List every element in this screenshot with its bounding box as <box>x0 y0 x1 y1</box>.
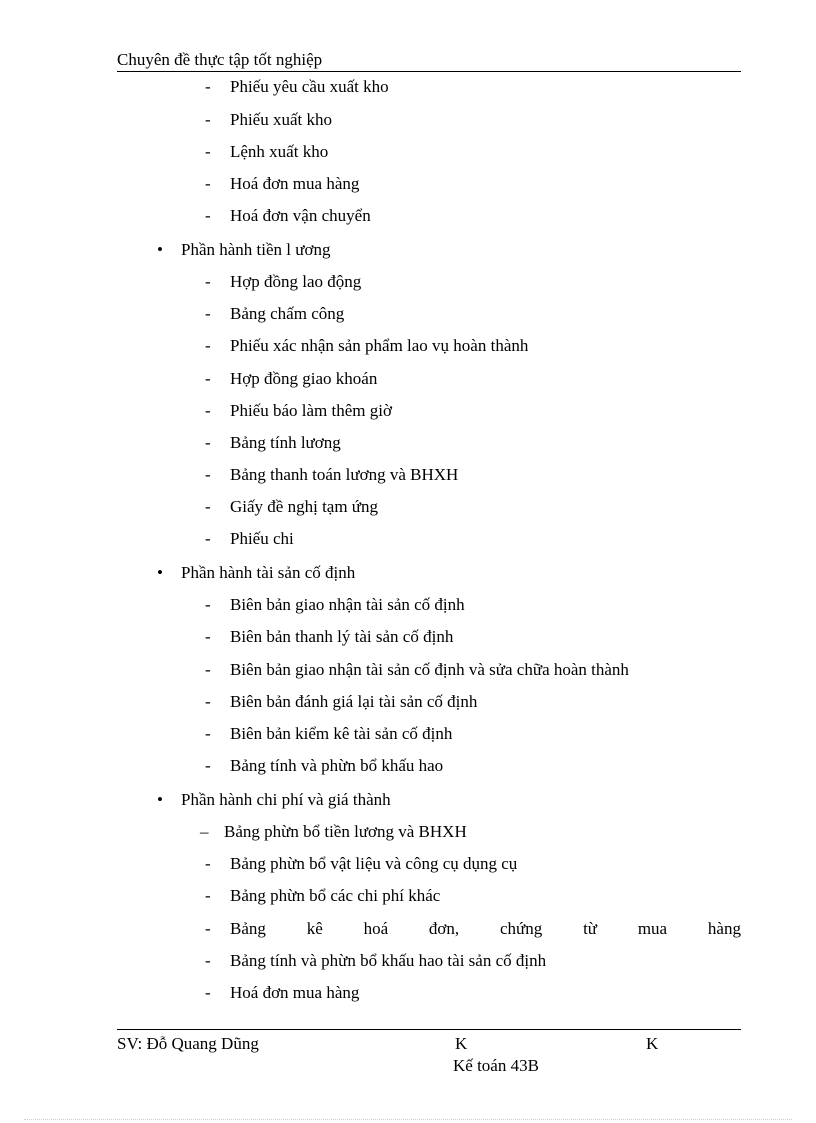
list-item-text: Phiếu chi <box>230 529 294 548</box>
bullet-marker: • <box>157 240 163 259</box>
list-item-text: Hoá đơn mua hàng <box>230 174 360 193</box>
dash-marker: - <box>205 465 211 484</box>
page-edge-divider <box>24 1119 792 1120</box>
word: đơn, <box>428 919 460 938</box>
header-title: Chuyên đề thực tập tốt nghiệp <box>117 50 323 69</box>
list-item-text: Biên bản kiểm kê tài sản cố định <box>230 724 453 743</box>
footer-mark-2: K <box>646 1034 659 1053</box>
dash-marker: - <box>205 595 211 614</box>
dash-marker: - <box>205 304 211 323</box>
word: Bảng <box>230 919 266 938</box>
dash-marker: - <box>205 886 211 905</box>
word: hoá <box>363 919 389 938</box>
list-item-text: Lệnh xuất kho <box>230 142 329 161</box>
dash-marker: - <box>205 919 211 938</box>
dash-marker: - <box>205 174 211 193</box>
dash-marker: - <box>205 369 211 388</box>
footer-student: SV: Đỗ Quang Dũng <box>117 1034 259 1053</box>
list-item-text: Hợp đồng giao khoán <box>230 369 378 388</box>
list-item-text: Hoá đơn mua hàng <box>230 983 360 1002</box>
bullet-marker: • <box>157 563 163 582</box>
list-item-text: Bảng chấm công <box>230 304 345 323</box>
dash-marker: - <box>205 724 211 743</box>
dash-marker: - <box>205 854 211 873</box>
dash-marker: - <box>205 529 211 548</box>
dash-marker: - <box>205 77 211 96</box>
dash-marker: - <box>205 110 211 129</box>
word: hàng <box>707 919 741 938</box>
list-item-text: Phiếu yêu cầu xuất kho <box>230 77 389 96</box>
word: kê <box>306 919 323 938</box>
footer-class: Kế toán 43B <box>453 1056 539 1075</box>
dash-marker: - <box>205 983 211 1002</box>
dash-marker: - <box>205 951 211 970</box>
section-heading-text: Phần hành tài sản cố định <box>181 563 356 582</box>
justified-line <box>230 917 741 941</box>
dash-marker: - <box>205 627 211 646</box>
list-item-text: Phiếu xuất kho <box>230 110 332 129</box>
list-item-text: Phiếu báo làm thêm giờ <box>230 401 392 420</box>
list-item-text: Bảng tính lương <box>230 433 341 452</box>
list-item-text: Hợp đồng lao động <box>230 272 362 291</box>
word: mua <box>637 919 668 938</box>
section-heading-text: Phần hành chi phí và giá thành <box>181 790 391 809</box>
dash-marker: – <box>200 822 209 841</box>
dash-marker: - <box>205 272 211 291</box>
list-item-text: Bảng tính và phừn bổ khấu hao tài sản cố định <box>230 951 547 970</box>
bullet-marker: • <box>157 790 163 809</box>
dash-marker: - <box>205 433 211 452</box>
list-item-text: Bảng tính và phừn bổ khấu hao <box>230 756 444 775</box>
list-item-text: Phiếu xác nhận sản phẩm lao vụ hoàn thành <box>230 336 529 355</box>
section-heading-text: Phần hành tiền l ương <box>181 240 331 259</box>
dash-marker: - <box>205 660 211 679</box>
dash-marker: - <box>205 756 211 775</box>
dash-marker: - <box>205 142 211 161</box>
list-item-text: Biên bản thanh lý tài sản cố định <box>230 627 454 646</box>
list-item-text: Giấy đề nghị tạm ứng <box>230 497 379 516</box>
dash-marker: - <box>205 401 211 420</box>
dash-marker: - <box>205 336 211 355</box>
list-item-text: Biên bản giao nhận tài sản cố định <box>230 595 465 614</box>
dash-marker: - <box>205 692 211 711</box>
word: từ <box>583 919 597 938</box>
word: chứng <box>499 919 543 938</box>
dash-marker: - <box>205 497 211 516</box>
footer-divider <box>117 1029 741 1030</box>
list-item-text: Hoá đơn vận chuyển <box>230 206 371 225</box>
page-header <box>117 50 741 72</box>
dash-marker: - <box>205 206 211 225</box>
list-item-text: Bảng phừn bổ các chi phí khác <box>230 886 441 905</box>
list-item-text: Bảng phừn bổ vật liệu và công cụ dụng cụ <box>230 854 518 873</box>
list-item-text: Biên bản giao nhận tài sản cố định và sửa chữa hoàn thành <box>230 660 629 679</box>
list-item-text: Bảng phừn bổ tiền lương và BHXH <box>224 822 467 841</box>
footer-mark-1: K <box>455 1034 468 1053</box>
list-item-text: Bảng thanh toán lương và BHXH <box>230 465 459 484</box>
list-item-text: Biên bản đánh giá lại tài sản cố định <box>230 692 478 711</box>
